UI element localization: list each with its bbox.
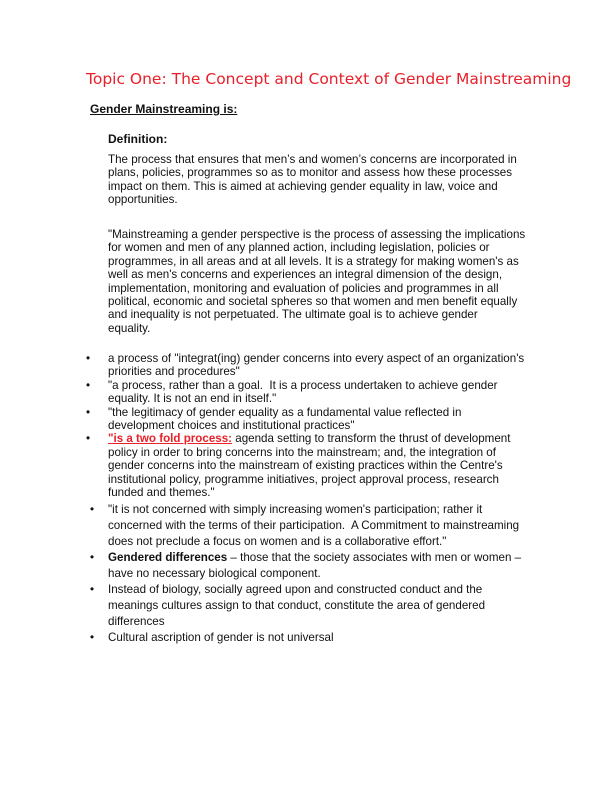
text-line: equality. (108, 321, 151, 335)
text-span: – those that the society associates with men or women – (227, 551, 522, 565)
text-line: plans, policies, programmes so as to monitor and assess how these processes (108, 166, 513, 180)
text-span: does not preclude a focus on women and is a collaborative effort." (108, 535, 447, 549)
text-line: opportunities. (108, 193, 178, 207)
list-item (0, 379, 524, 406)
text-line (108, 365, 524, 378)
bullet-list (0, 352, 524, 646)
quote-paragraph (108, 228, 525, 335)
text-line (108, 406, 524, 419)
bullet-icon: • (86, 405, 91, 419)
text-span: Instead of biology, socially agreed upon and constructed conduct and the (108, 583, 483, 597)
section-heading: Gender Mainstreaming is: (90, 102, 238, 116)
bullet-icon: • (86, 352, 91, 365)
text-span: "the legitimacy of gender equality as a fundamental value reflected in (108, 405, 462, 419)
text-span: "it is not concerned with simply increasing women's participation; rather it (108, 503, 483, 517)
text-span: priorities and procedures" (108, 365, 240, 379)
text-span: development choices and institutional practices" (108, 419, 355, 433)
text-line (108, 630, 524, 646)
text-line (108, 534, 524, 550)
page-title: Topic One: The Concept and Context of Gender Mainstreaming (86, 70, 572, 88)
text-span: equality. It is not an end in itself." (108, 392, 277, 406)
bold-lead: Gendered differences (108, 551, 228, 565)
definition-heading: Definition: (108, 132, 168, 146)
list-item (0, 550, 524, 582)
list-item (0, 352, 524, 379)
text-line (108, 352, 524, 365)
text-span: Cultural ascription of gender is not universal (108, 631, 334, 645)
text-line (108, 502, 524, 518)
bullet-icon: • (90, 631, 95, 645)
list-item (0, 406, 524, 433)
text-line: and inequality is not perpetuated. The ultimate goal is to achieve gender (108, 308, 478, 322)
text-span: concerned with the terms of their participation. A Commitment to mainstreaming (108, 519, 520, 533)
text-span: funded and themes." (108, 486, 215, 500)
bullet-icon: • (90, 503, 95, 517)
list-item (0, 582, 524, 630)
text-line: The process that ensures that men’s and women’s concerns are incorporated in (108, 153, 517, 166)
text-line (108, 598, 524, 614)
text-line: "Mainstreaming a gender perspective is the process of assessing the implications (108, 228, 526, 241)
definition-paragraph (108, 153, 517, 207)
text-line (108, 518, 524, 534)
text-line: implementation, monitoring and evaluation of policies and programmes in all (108, 281, 499, 295)
text-span: a process of "integrat(ing) gender concerns into every aspect of an organization's (108, 352, 525, 365)
text-line (108, 446, 524, 459)
text-line (108, 566, 524, 582)
text-line (108, 392, 524, 405)
text-line: political, economic and societal spheres so that women and men benefit equally (108, 295, 518, 309)
text-span: agenda setting to transform the thrust of development (232, 432, 511, 446)
bullet-icon: • (90, 583, 95, 597)
bullet-icon: • (86, 378, 91, 392)
text-line: well as men's concerns and experiences an integral dimension of the design, (108, 268, 503, 282)
text-line (108, 459, 524, 472)
list-item (0, 502, 524, 550)
text-span: institutional policy, programme initiatives, project approval process, research (108, 472, 499, 486)
text-line (108, 419, 524, 432)
text-span: "a process, rather than a goal. It is a process undertaken to achieve gender (108, 378, 498, 392)
text-line (108, 486, 524, 499)
text-span: differences (108, 615, 165, 629)
text-span: gender concerns into the mainstream of existing practices within the Centre's (108, 459, 503, 473)
bullet-icon: • (86, 432, 91, 446)
text-span: have no necessary biological component. (108, 567, 321, 581)
text-line (108, 614, 524, 630)
text-line (108, 379, 524, 392)
list-item (0, 432, 524, 499)
text-line (108, 432, 524, 445)
text-span: policy in order to bring concerns into the mainstream; and, the integration of (108, 445, 496, 459)
text-span: meanings cultures assign to that conduct, constitute the area of gendered (108, 599, 486, 613)
list-item (0, 630, 524, 646)
bullet-icon: • (90, 551, 95, 565)
text-line: programmes, in all areas and at all levels. It is a strategy for making women's as (108, 254, 519, 268)
text-line: impact on them. This is aimed at achieving gender equality in law, voice and (108, 179, 498, 193)
text-line (108, 473, 524, 486)
text-line (108, 582, 524, 598)
text-line (108, 550, 524, 566)
text-line: for women and men of any planned action, including legislation, policies or (108, 241, 490, 255)
highlighted-lead: "is a two fold process: (108, 432, 233, 446)
